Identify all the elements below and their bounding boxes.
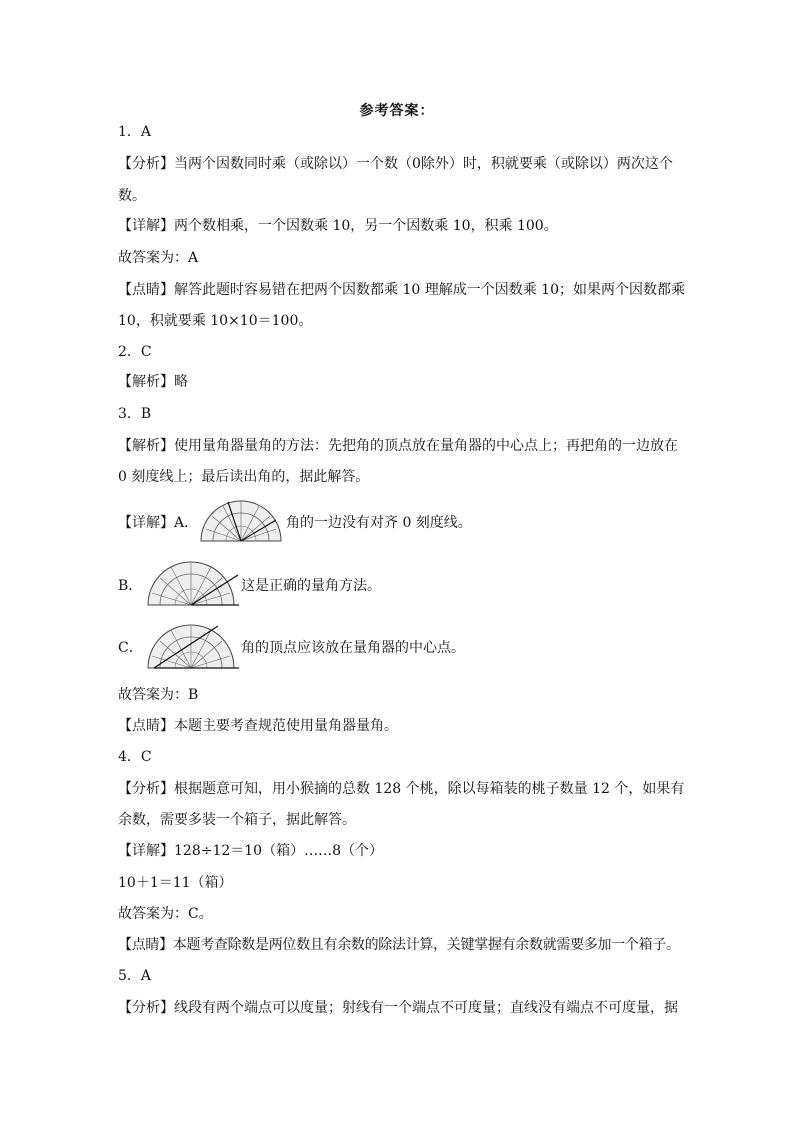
answer-2-number: 2．C [118, 344, 152, 360]
answer-4-number: 4．C [118, 749, 152, 765]
option-a-label: 【详解】A． [118, 515, 199, 531]
answer-1-comment: 【点睛】解答此题时容易错在把两个因数都乘 10 理解成一个因数乘 10；如果两个因数都乘 [118, 282, 685, 298]
protractor-a-figure [198, 498, 284, 544]
answer-4-comment: 【点睛】本题考查除数是两位数且有余数的除法计算，关键掌握有余数就需要多加一个箱子。 [118, 937, 680, 953]
option-c-note: 角的顶点应该放在量角器的中心点。 [241, 640, 465, 656]
answer-3-number: 3．B [118, 406, 152, 422]
answer-4-detail-cont: 10＋1＝11（箱） [118, 875, 233, 891]
answer-1-number: 1．A [118, 124, 152, 140]
protractor-c-figure [146, 624, 240, 670]
option-c-label: C． [118, 640, 143, 656]
answer-3-explanation-cont: 0 刻度线上；最后读出角的，据此解答。 [118, 469, 370, 485]
answer-5-number: 5．A [118, 968, 152, 984]
option-a-note: 角的一边没有对齐 0 刻度线。 [286, 515, 472, 531]
answer-1-analysis: 【分析】当两个因数同时乘（或除以）一个数（0除外）时，积就要乘（或除以）两次这个 [118, 156, 673, 172]
answer-3-explanation: 【解析】使用量角器量角的方法：先把角的顶点放在量角器的中心点上；再把角的一边放在 [118, 438, 678, 454]
answer-4-detail: 【详解】128÷12＝10（箱）……8（个） [118, 843, 383, 859]
option-b-note: 这是正确的量角方法。 [241, 578, 381, 594]
protractor-b-figure [146, 561, 240, 607]
answer-1-result: 故答案为：A [118, 250, 199, 266]
answer-1-detail: 【详解】两个数相乘，一个因数乘 10，另一个因数乘 10，积乘 100。 [118, 218, 558, 234]
answer-3-comment: 【点睛】本题主要考查规范使用量角器量角。 [118, 718, 398, 734]
option-b-label: B． [118, 578, 143, 594]
answer-4-analysis: 【分析】根据题意可知，用小猴摘的总数 128 个桃，除以每箱装的桃子数量 12 个，如果有 [118, 781, 685, 797]
answer-2-explanation: 【解析】略 [118, 374, 188, 390]
answer-4-result: 故答案为：C。 [118, 906, 213, 922]
answer-3-result: 故答案为：B [118, 687, 199, 703]
answer-1-analysis-cont: 数。 [118, 188, 146, 204]
page-title: 参考答案： [359, 103, 435, 119]
answer-1-comment-cont: 10，积就要乘 10×10＝100。 [118, 313, 313, 329]
answer-5-analysis: 【分析】线段有两个端点可以度量；射线有一个端点不可度量；直线没有端点不可度量，据 [118, 1000, 678, 1016]
answer-4-analysis-cont: 余数，需要多装一个箱子，据此解答。 [118, 812, 356, 828]
